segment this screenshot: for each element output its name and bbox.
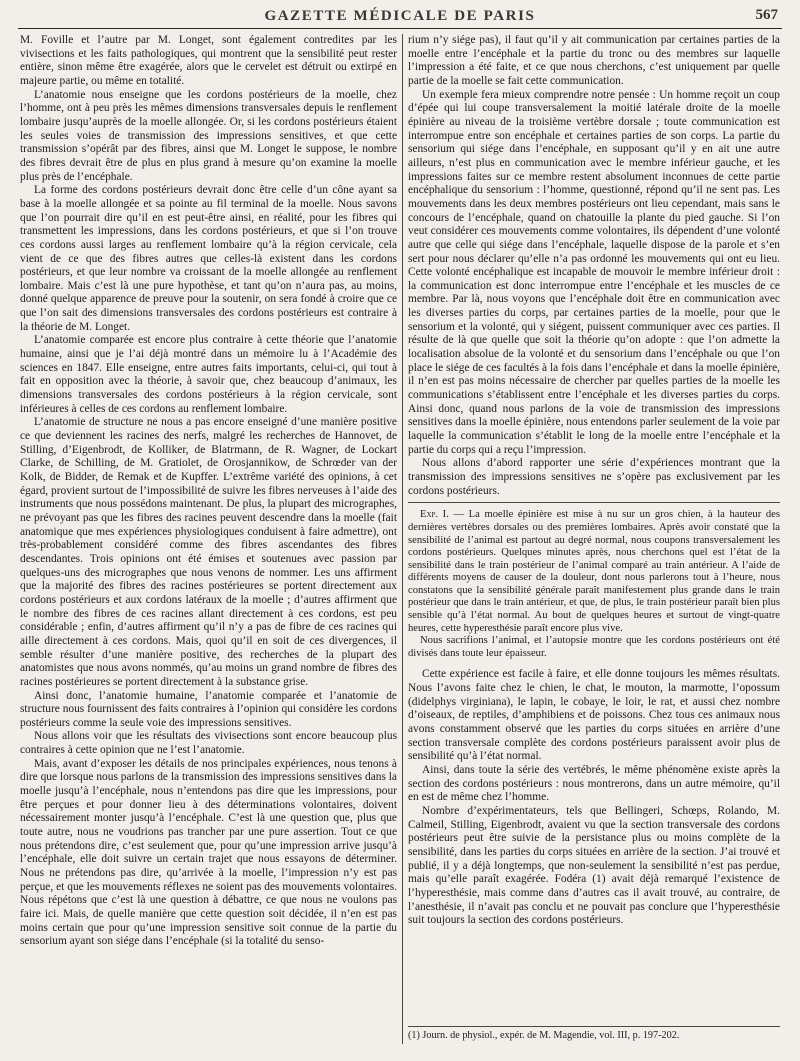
- footnote: (1) Journ. de physiol., expér. de M. Magendie, vol. III, p. 197-202.: [408, 1026, 780, 1042]
- paragraph: L’anatomie de structure ne nous a pas encore enseigné d’une manière positive ce que deviennent les racines des nerfs, malgré les recherches de Hannovet, de Stilling, d’Eigenbrodt, de Kolliker, de Blatrmann, de R. Wagner, de Lockart Clarke, de Schilling, de M. Gratiolet, de Orosjannikow, de Schrœder van der Kolk, de Bidder, de Remak et de Kupffer. L’extrême variété des opinions, à cet égard, provient surtout de l’impossibilité de suivre les fibres nerveuses à l’aide des instruments que nous possédons maintenant. De plus, la plupart des micrographes, ne prévoyant pas que les fibres des racines peuvent descendre dans la moelle (fait anatomique que mes expériences physiologiques conduisent à faire admettre), ont très-probablement considéré comme des fibres ascendantes des fibres descendantes. Trois opinions ont été émises et soutenues avec passion par quelques-uns des micrographes que nous venons de nommer. Les uns affirment que la majorité des fibres des racines postérieures se portent directement aux cordons postérieurs et aux cordons latéraux de la moelle ; d’autres affirment que le nombre des fibres de ces racines allant directement à ces cordons, est peu considérable ; enfin, d’autres affirment qu’il n’y a pas de fibre de ces racines qui aille directement à ces cordons. Mais, quoi qu’il en soit de ces divergences, il semble résulter d’une manière positive, des recherches de la plupart des anatomistes que nous avons nommés, qu’au moins un grand nombre de fibres des racines postérieures se portent directement à la substance grise.: [20, 416, 397, 688]
- spacer: [408, 660, 780, 668]
- experiment-paragraph: [408, 509, 780, 635]
- paragraph: Ainsi donc, l’anatomie humaine, l’anatomie comparée et l’anatomie de structure nous fournissent des faits contraires à l’opinion qui considère les cordons postérieurs comme la seule voie des impressions sensitives.: [20, 689, 397, 729]
- paragraph: Mais, avant d’exposer les détails de nos principales expériences, nous tenons à dire que lorsque nous parlons de la transmission des impressions sensitives dans la moelle jusqu’à l’encéphale, nous n’entendons pas dire que les impressions, pour être perçues et pour donner lieu à des déterminations volontaires, doivent nécessairement monter jusqu’à l’encéphale. C’est là une question que, plus que toute autre, nous ne voudrions pas trancher par une pure assertion. Tout ce que nous prétendons dire, c’est seulement que, pour qu’une impression arrive jusqu’à l’encéphale, elle doit suivre un certain trajet que nous essayons de déterminer. Nous ne prétendons pas dire, qu’arrivée à la moelle, l’impression n’y est pas perçue, et que les mouvements réflexes ne soient pas des mouvements volontaires. Nous répétons que c’est là une question à débattre, ce que nous ne voulons pas faire ici. Mais, de quelle manière que cette question soit décidée, il n’en est pas moins certain que pour qu’une impression sensitive soit connue de la partie du sensorium ayant son siége dans l’encéphale (si la totalité du senso-: [20, 757, 397, 948]
- running-header: [18, 6, 782, 29]
- page-number: 567: [755, 7, 778, 23]
- journal-title: GAZETTE MÉDICALE DE PARIS: [264, 8, 536, 24]
- paragraph: rium n’y siége pas), il faut qu’il y ait communication par certaines parties de la moelle entre l’encéphale et la partie du tronc ou des membres sur laquelle l’impression a été faite, et ce que nous cherchons, c’est uniquement par quelle partie de la moelle se fait cette communication.: [408, 34, 780, 87]
- column-divider: [402, 34, 403, 1044]
- paragraph: L’anatomie comparée est encore plus contraire à cette théorie que l’anatomie humaine, ainsi que je l’ai déjà montré dans un mémoire lu à l’Académie des sciences en 1847. Elle enseigne, entre autres faits importants, celui-ci, qui tout à fait en opposition avec la théorie, à savoir que, chez beaucoup d’animaux, les dimensions transversales des cordons postérieurs à la région cervicale, sont inférieures à celles de ces cordons au renflement lombaire.: [20, 334, 397, 415]
- experiment-label: Exp. I.: [420, 509, 449, 521]
- paragraph: M. Foville et l’autre par M. Longet, sont également contredites par les vivisections et les faits pathologiques, qui montrent que la sensibilité peut rester entière, sinon même être exagérée, alors que le cervelet est détruit ou extirpé en majeure partie, ou même en totalité.: [20, 34, 397, 87]
- paragraph: Nombre d’expérimentateurs, tels que Bellingeri, Schœps, Rolando, M. Calmeil, Stilling, Eigenbrodt, avaient vu que la section transversale des cordons postérieurs peut être suivie de la persistance plus ou moins complète de la sensibilité, dans les parties du corps situées en arrière de la section. J’ai trouvé et publié, il y a déjà longtemps, que non-seulement la sensibilité n’est pas perdue, mais qu’elle paraît exagérée. Fodéra (1) avait déjà remarqué l’existence de l’hyperesthésie, mais comme dans d’autres cas il avait trouvé, au contraire, de l’anesthésie, il n’avait pas conclu et ne pouvait pas conclure que l’hyperesthésie suit toujours la section des cordons postérieurs.: [408, 805, 780, 927]
- experiment-note: Nous sacrifions l’animal, et l’autopsie montre que les cordons postérieurs ont été divisés dans toute leur épaisseur.: [408, 635, 780, 659]
- paragraph: Un exemple fera mieux comprendre notre pensée : Un homme reçoit un coup d’épée qui lui coupe transversalement la moitié latérale droite de la moelle épinière au niveau de la troisième vertèbre dorsale ; toute communication est interrompue entre son encéphale et certaines parties de son corps. La partie du sensorium qui siége dans l’encéphale, en supposant qu’il y en ait une autre ailleurs, n’est plus en communication avec le membre inférieur gauche, et les impressions faites sur ce membre restent absolument inconnues de cette partie encéphalique du sensorium : l’homme, questionné, répond qu’il ne sent pas. Les mouvements dans les deux membres postérieurs ont lieu cependant, mais sans le concours de l’encéphale, quand on chatouille la plante du pied gauche. Si l’on veut considérer ces mouvements comme volontaires, ils dépendent d’une volonté autre que celle qui siége dans l’encéphale, laquelle dispose de la parole et s’en sert pour nous déclarer qu’elle n’a pas ordonné les mouvements qui ont eu lieu. Cette volonté encéphalique est incapable de mouvoir le membre inférieur droit : la communication est donc interrompue entre l’encéphale et les muscles de ce membre. Par là, nous voyons que l’encéphale doit être en communication avec les diverses parties du corps, par certaines parties de la moelle, pour que le sensorium et la volonté, qui y siégent, puissent communiquer avec ces parties. Il résulte de là que quelle que soit la théorie qu’on adopte : que l’on admette la localisation absolue de la volonté et du sensorium dans l’encéphale ou que l’on place le siége de ces facultés à la fois dans l’encéphale et dans la moelle épinière, il n’en est pas moins nécessaire de chercher par quelles parties de la moelle les communications s’établissent entre l’encéphale et les diverses parties du corps. Ainsi donc, quand nous parlons de la voie de transmission des impressions sensitives dans la moelle épinière, nous entendons parler seulement de la voie par laquelle la communication s’établit le long de la moelle entre l’encéphale et la partie du corps qui a reçu l’impression.: [408, 88, 780, 456]
- experiment-text: — La moelle épinière est mise à nu sur un gros chien, à la hauteur des dernières vertèbres dorsales ou des premières lombaires. Après avoir constaté que la sensibilité de l’animal est partout au degré normal, nous coupons transversalement les cordons postérieurs. Quelques minutes après, nous cherchons quel est l’état de la sensibilité dans le train postérieur de l’animal comparé au train antérieur. A l’aide de différents moyens de causer de la douleur, dont nous parlerons tout à l’heure, nous constatons que la sensibilité générale paraît manifestement plus grande dans le train postérieur que dans le train antérieur, et que, de plus, le train postérieur paraît bien plus sensible qu’à l’état normal. Au bout de quelques heures et surtout de vingt-quatre heures, cette hyperesthésie paraît encore plus vive.: [408, 509, 780, 634]
- paragraph: La forme des cordons postérieurs devrait donc être celle d’un cône ayant sa base à la moelle allongée et sa pointe au fil terminal de la moelle. Nous savons que l’on pourrait dire qu’il en est peut-être ainsi, en réalité, pour les fibres qui transmettent les impressions, dans les cordons postérieurs, et que si l’on trouve ces cordons aussi larges au renflement lombaire qu’à la région cervicale, cela vient de ce que des fibres autres que celles-là existent dans les cordons postérieurs, et que leur nombre va croissant de la moelle allongée au renflement lombaire. Mais c’est là une pure hypothèse, et tant qu’on n’aura pas, au moins, donné quelque apparence de preuve pour la soutenir, on sera fondé à croire que ce que l’on sait des dimensions transversales des cordons postérieurs est contraire à la théorie de M. Longet.: [20, 184, 397, 333]
- left-column: [20, 34, 397, 949]
- paragraph: L’anatomie nous enseigne que les cordons postérieurs de la moelle, chez l’homme, ont à peu près les mêmes dimensions transversales depuis le renflement lombaire jusqu’auprès de la moelle allongée. Or, si les cordons postérieurs étaient les seules voies de transmission des impressions sensitives, et que cette transmission s’opérât par des fibres, ainsi que M. Longet le suppose, le nombre des fibres devrait être de plus en plus grand à mesure qu’on examine la moelle plus près de l’encéphale.: [20, 88, 397, 183]
- paragraph: Cette expérience est facile à faire, et elle donne toujours les mêmes résultats. Nous l’avons faite chez le chien, le chat, le mouton, la marmotte, l’opossum (didelphys virginiana), le lapin, le cobaye, le loir, le rat, et aussi chez nombre d’oiseaux, de reptiles, d’amphibiens et de poissons. Chez tous ces animaux nous avons constamment observé que les parties du corps situées en arrière d’une section transversale complète des cordons postérieurs paraissent avoir plus de sensibilité qu’à l’état normal.: [408, 668, 780, 763]
- paragraph: Nous allons d’abord rapporter une série d’expériences montrant que la transmission des impressions sensitives ne s’opère pas exclusivement par les cordons postérieurs.: [408, 457, 780, 497]
- experiment-block: [408, 502, 780, 660]
- right-column: [408, 34, 780, 928]
- paragraph: Ainsi, dans toute la série des vertébrés, le même phénomène existe après la section des cordons postérieurs : nous montrerons, dans un autre mémoire, qu’il en est de même chez l’homme.: [408, 764, 780, 804]
- paragraph: Nous allons voir que les résultats des vivisections sont encore beaucoup plus contraires à cette opinion que ne l’est l’anatomie.: [20, 730, 397, 757]
